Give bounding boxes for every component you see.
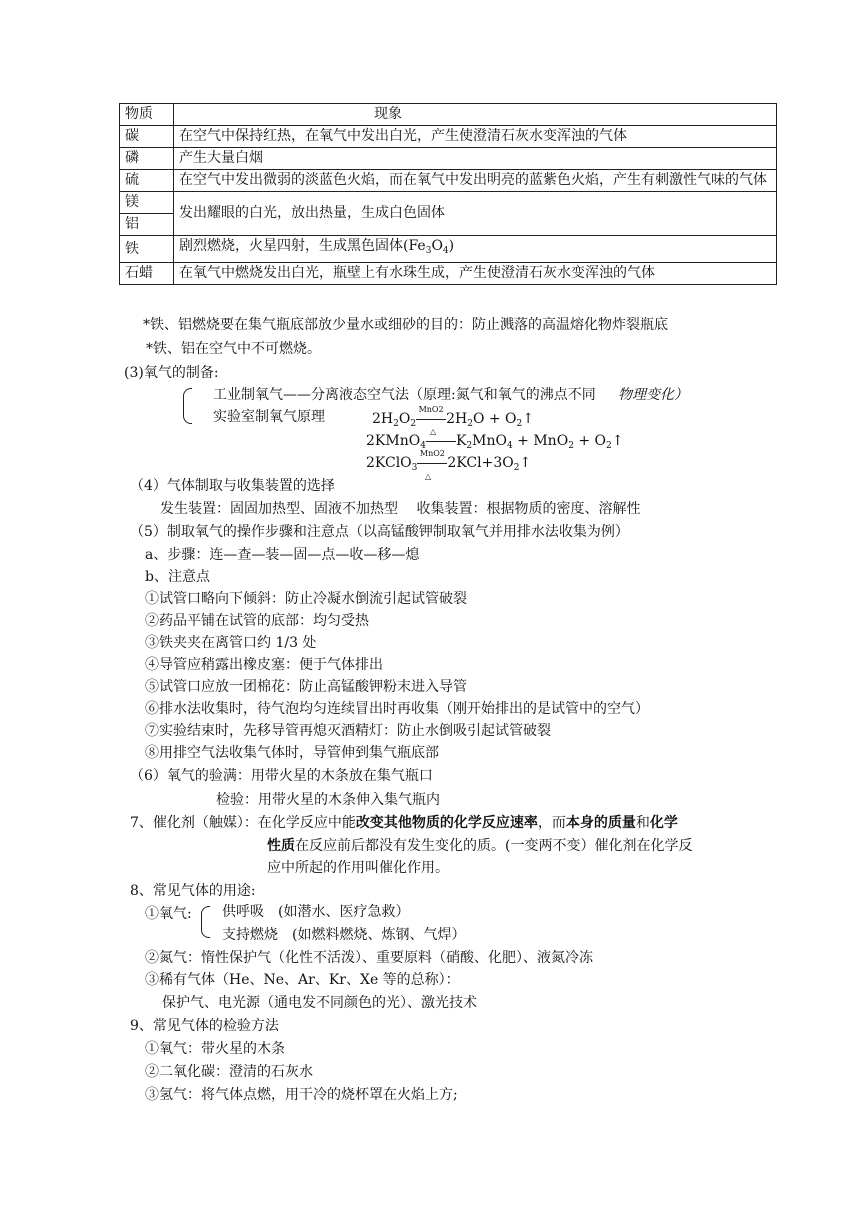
iron-text: ): [448, 238, 455, 254]
heat-icon: △: [425, 472, 432, 481]
list-item: ①试管口略向下倾斜：防止冷凝水倒流引起试管破裂: [145, 591, 467, 607]
note-line: *铁、铝燃烧要在集气瓶底部放少量水或细砂的目的：防止溅落的高温熔化物炸裂瓶底: [143, 317, 668, 333]
substance-cell: 磷: [120, 148, 174, 170]
brace-icon: [183, 388, 192, 424]
reaction-line: [426, 441, 456, 442]
substance-cell: 铝: [120, 214, 174, 236]
list-item: ⑧用排空气法收集气体时，导管伸到集气瓶底部: [145, 745, 439, 761]
text-line: a、步骤：连—查—装—固—点—收—移—熄: [145, 547, 420, 563]
text-line: 发生装置：固固加热型、固液不加热型 收集装置：根据物质的密度、溶解性: [160, 501, 641, 517]
text-line: 保护气、电光源（通电发不同颜色的光）、激光技术: [162, 995, 477, 1011]
lab-oxygen-text: 实验室制氧气原理: [213, 409, 325, 425]
equation-3: [366, 449, 532, 478]
oxygen-use-2: 支持燃烧 (如燃料燃烧、炼钢、气焊）: [222, 927, 466, 943]
bold-text: 性质: [267, 838, 295, 854]
list-item: ③稀有气体（He、Ne、Ar、Kr、Xe 等的总称）：: [145, 972, 460, 988]
note-line: *铁、铝在空气中不可燃烧。: [146, 341, 321, 357]
list-item: ①氧气：带火星的木条: [145, 1041, 285, 1057]
oxygen-use-1: 供呼吸 (如潜水、医疗急救）: [222, 904, 410, 920]
section-heading: （6）氧气的验满：用带火星的木条放在集气瓶口: [130, 768, 433, 784]
phenomenon-cell: 发出耀眼的白光，放出热量，生成白色固体: [174, 192, 777, 236]
text-line: 检验：用带火星的木条伸入集气瓶内: [216, 792, 440, 808]
subscript: 2: [393, 419, 399, 429]
subscript: 3: [425, 246, 432, 256]
subscript: 2: [606, 441, 612, 451]
section-heading: (3)氧气的制备:: [124, 365, 219, 381]
list-item: ⑥排水法收集时，待气泡均匀连续冒出时再收集（刚开始排出的是试管中的空气）: [145, 701, 649, 717]
iron-text: 剧烈燃烧，火星四射，生成黑色固体(Fe: [179, 238, 426, 254]
equation-lhs: $2H_2O_2$: [372, 411, 417, 429]
text-span: 和: [635, 815, 650, 831]
industry-text: 工业制氧气——分离液态空气法（原理:氮气和氧气的沸点不同: [213, 387, 596, 403]
phenomenon-cell: 在空气中发出微弱的淡蓝色火焰，而在氧气中发出明亮的蓝紫色火焰，产生有刺激性气味的气体: [174, 170, 777, 192]
catalyst-line-3: 应中所起的作用叫催化作用。: [267, 860, 449, 876]
brace-icon: [201, 906, 210, 938]
subscript: 2: [513, 463, 520, 473]
phenomenon-cell: 产生大量白烟: [174, 148, 777, 170]
subscript: 2: [410, 419, 417, 429]
substance-cell: 石蜡: [120, 263, 174, 285]
catalyst-line-1: [130, 813, 678, 833]
substance-cell: 镁: [120, 192, 174, 214]
table-row: [120, 148, 777, 170]
reaction-arrow: [417, 449, 447, 473]
subscript: 3: [411, 463, 418, 473]
phenomenon-cell: 在氧气中燃烧发出白光，瓶壁上有水珠生成，产生使澄清石灰水变浑浊的气体: [174, 263, 777, 285]
substance-cell: 碳: [120, 126, 174, 148]
list-item: ⑤试管口应放一团棉花：防止高锰酸钾粉末进入导管: [145, 679, 467, 695]
bold-text: 本身的质量: [565, 815, 636, 831]
table-header-substance: 物质: [120, 104, 174, 126]
substance-cell: 硫: [120, 170, 174, 192]
reaction-arrow: [416, 405, 446, 429]
physical-change-text: 物理变化）: [617, 387, 688, 403]
equation-lhs: 2KMnO$_4$: [366, 433, 426, 451]
subscript: 4: [506, 441, 513, 451]
list-item: ④导管应稍露出橡皮塞：便于气体排出: [145, 657, 383, 673]
phenomenon-cell: [174, 236, 777, 263]
subscript: 4: [442, 246, 449, 256]
equation-lhs: 2KClO$_3$: [366, 455, 418, 473]
catalyst-label: MnO2: [419, 449, 445, 458]
table-row: [120, 170, 777, 192]
section-heading: 9、常见气体的检验方法: [130, 1018, 279, 1034]
subscript: 2: [467, 419, 473, 429]
reaction-line: [416, 419, 446, 420]
text-line: b、注意点: [145, 569, 210, 585]
list-item: ③铁夹夹在离管口约 1/3 处: [145, 635, 317, 651]
subscript: 4: [420, 441, 426, 451]
table-header-row: [120, 104, 777, 126]
equation-rhs: $2H_2O$ + $O_2↑$: [446, 411, 534, 429]
industry-oxygen-text: [213, 385, 688, 405]
equation-rhs: $2KCl+3O_2↑$: [447, 455, 532, 473]
iron-text: O: [431, 238, 443, 254]
section-heading: （4）气体制取与收集装置的选择: [130, 478, 335, 494]
subscript: 2: [568, 441, 574, 451]
subscript: 2: [516, 419, 523, 429]
combustion-table: [119, 103, 777, 285]
substance-cell: 铁: [120, 236, 174, 263]
list-item: ⑦实验结束时，先移导管再熄灭酒精灯：防止水倒吸引起试管破裂: [145, 723, 551, 739]
bold-text: 改变其他物质的化学反应速率: [355, 815, 538, 831]
section-heading: （5）制取氧气的操作步骤和注意点（以高锰酸钾制取氧气并用排水法收集为例）: [130, 524, 629, 540]
table-header-phenomenon: 现象: [174, 104, 777, 126]
list-item: ②二氧化碳：澄清的石灰水: [145, 1064, 313, 1080]
table-row: [120, 126, 777, 148]
list-item: ②氮气：惰性保护气（化性不活泼）、重要原料（硝酸、化肥）、液氮冷冻: [145, 950, 593, 966]
subscript: 2: [466, 441, 473, 451]
table-row: [120, 263, 777, 285]
list-item: ③氢气：将气体点燃，用干冷的烧杯罩在火焰上方;: [145, 1087, 458, 1103]
equation-rhs: $K_2MnO_4 + MnO_2$ + $O_2↑$: [455, 433, 624, 451]
phenomenon-cell: 在空气中保持红热，在氧气中发出白光，产生使澄清石灰水变浑浊的气体: [174, 126, 777, 148]
section-heading: 8、常见气体的用途:: [130, 883, 256, 899]
table-row: [120, 236, 777, 263]
list-item: ②药品平铺在试管的底部：均匀受热: [145, 613, 369, 629]
text-span: 在反应前后都没有发生变化的质。(一变两不变）催化剂在化学反: [295, 838, 693, 854]
text-span: 7、催化剂（触媒）：在化学反应中能: [130, 815, 356, 831]
reaction-line: [417, 463, 447, 464]
oxygen-label: ①氧气:: [145, 906, 192, 922]
bold-text: 化学: [649, 815, 678, 831]
catalyst-line-2: [267, 836, 692, 856]
catalyst-label: MnO2: [418, 405, 444, 414]
table-row: [120, 192, 777, 214]
text-span: ，而: [537, 815, 566, 831]
heat-icon: △: [430, 427, 437, 436]
